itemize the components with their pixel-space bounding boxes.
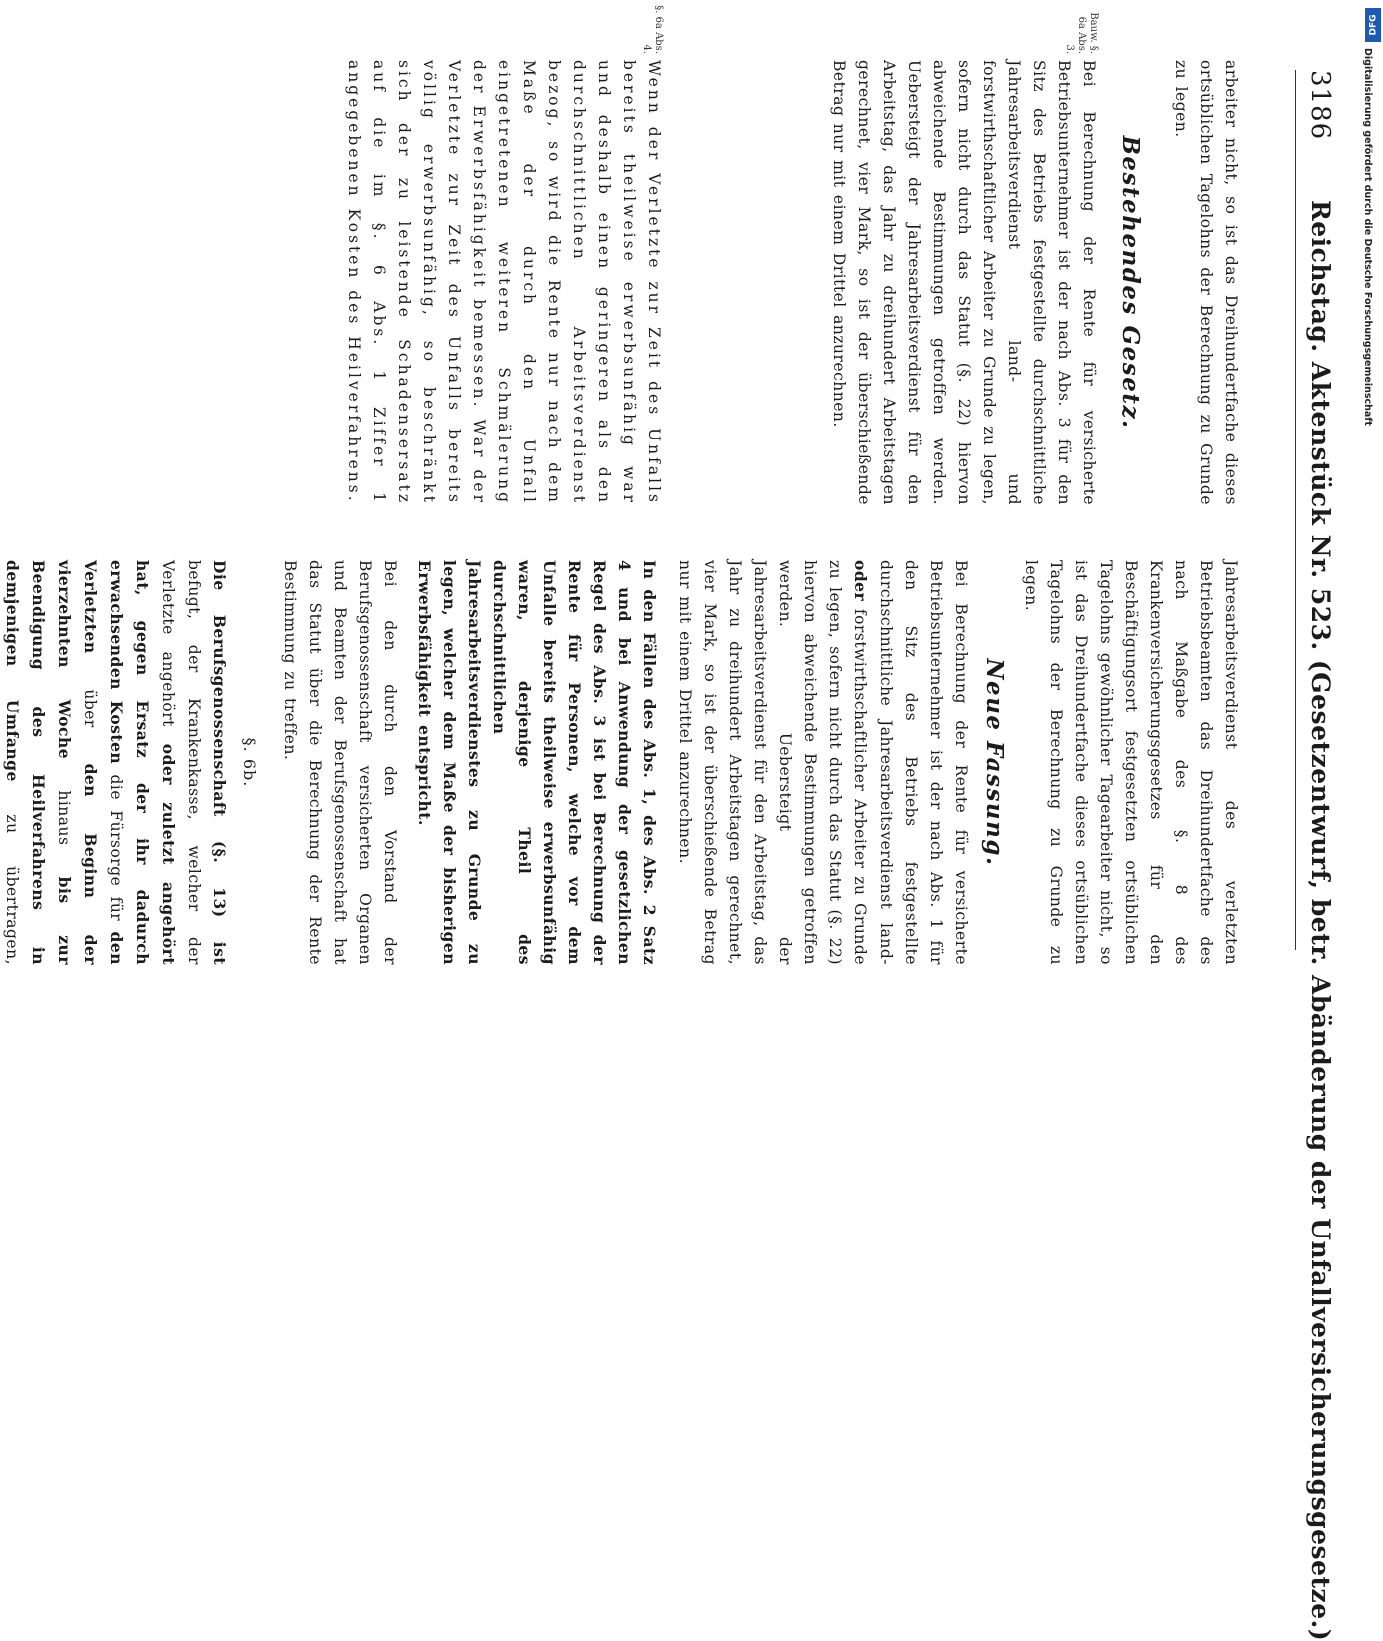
- header-rule: [1295, 70, 1296, 950]
- p5-bold-3: den Verletzten: [81, 560, 126, 965]
- dfg-funding-note: [1362, 48, 1380, 988]
- p5-bold-2: oder zuletzt angehört hat, gegen Ersatz der ihr dadurch erwachsenden Kosten: [107, 560, 178, 966]
- right-p2-text-a: Bei Berechnung der Rente für versicherte Betriebsunternehmer ist der nach Abs. 1 für den Sitz des Betriebs festgestellte durchschnittliche Jahresarbeitsverdienst land-: [877, 560, 970, 965]
- margin-label-6a-abs3: Bauw. §. 6a Abs. 3.: [1064, 12, 1099, 54]
- p5-text-b: die Fürsorge für: [107, 764, 125, 932]
- dfg-logo-text: DFG: [1368, 14, 1379, 36]
- right-p2-text-b: forstwirthschaftlicher Arbeiter zu Grunde zu legen, sofern nicht durch das Statut (§. 22) hiervon abweichende Bestimmungen getroffen werden. Uebersteigt der Jahresarbeitsverdienst für den Arbeitstag, das Jahr zu dreihundert Arbeitstagen gerechnet, vier Mark, so ist der überschießende Betrag nur mit einem Drittel anzurechnen.: [676, 560, 869, 965]
- dfg-logo: [1365, 8, 1381, 42]
- left-column-heading: Bestehendes Gesetz.: [1117, 135, 1144, 430]
- left-carry-text: arbeiter nicht, so ist das Dreihundertfache dieses ortsüblichen Tagelohns der Berechnung zu Grunde zu legen.: [1172, 60, 1240, 505]
- right-paragraph-4: Bei den durch den Vorstand der Berufsgenossenschaft versicherten Organen und Beamten der Berufsgenossenschaft hat das Statut über die Berechnung der Rente Bestimmung zu treffen.: [281, 560, 399, 965]
- left-paragraph-1: Bei Berechnung der Rente für versicherte Betriebsunternehmer ist der nach Abs. 3 für den Sitz des Betriebs festgestellte durchschnittliche Jahresarbeitsverdienst land- und forstwirthschaftlicher Arbeiter zu Grunde zu legen, sofern nicht durch das Statut (§. 22) hiervon abweichende Bestimmungen getroffen werden. Uebersteigt der Jahresarbeitsverdienst für den Arbeitstag, das Jahr zu dreihundert Arbeitstagen gerechnet, vier Mark, so ist der überschießende Betrag nur mit einem Drittel anzurechnen.: [830, 60, 1098, 505]
- p5-text-c: über: [81, 653, 99, 764]
- p5-text-e: zu übertragen,: [3, 781, 21, 965]
- right-column-heading: Neue Fassung.: [981, 658, 1008, 867]
- right-paragraph-3: In den Fällen des Abs. 1, des Abs. 2 Satz 4 und bei Anwendung der gesetzlichen Regel des Abs. 3 ist bei Berechnung der Rente für Personen, welche vor dem Unfalle bereits theilweise erwerbsunfähig waren, derjenige Theil des durchschnittlichen Jahresarbeitsverdienstes zu Grunde zu legen, welcher dem Maße der bisherigen Erwerbsfähigkeit entspricht.: [415, 560, 659, 965]
- p5-bold-1: Die Berufsgenossenschaft (§. 13) ist: [210, 560, 229, 965]
- page-title: Reichstag. Aktenstück Nr. 523. (Gesetzentwurf, betr. Abänderung der Unfallversicherungsgesetze.): [1306, 200, 1335, 1641]
- right-column-new-version: [3, 560, 1243, 966]
- page-number: 3186: [1305, 70, 1335, 141]
- right-paragraph-2: [672, 560, 973, 965]
- p5-text-d: hinaus: [55, 759, 73, 877]
- page-header: [1295, 70, 1341, 1641]
- left-column-existing-law: [103, 5, 1243, 505]
- section-6b-heading: §. 6b.: [240, 737, 259, 788]
- left-paragraph-2: Wenn der Verletzte zur Zeit des Unfalls bereits theilweise erwerbsunfähig war und deshalb einen geringeren als den durchschnittlichen Arbeitsverdienst bezog, so wird die Rente nur nach dem Maße der durch den Unfall eingetretenen weiteren Schmälerung der Erwerbsfähigkeit bemessen. War der Verletzte zur Zeit des Unfalls bereits völlig erwerbsunfähig, so beschränkt sich der zu leistende Schadensersatz auf die im §. 6 Abs. 1 Ziffer 1 angegebenen Kosten des Heilverfahrens.: [345, 60, 663, 505]
- p5-bold-4: den Beginn der vierzehnten Woche: [55, 560, 100, 965]
- margin-label-6a-abs4: §. 6a Abs. 4.: [641, 5, 664, 54]
- right-paragraph-5: [0, 560, 232, 965]
- right-p2-bold: oder: [851, 560, 870, 602]
- p5-text-a: befugt, der Krankenkasse, welcher der Verletzte angehört: [159, 560, 203, 965]
- right-paragraph-1: Jahresarbeitsverdienst des verletzten Betriebsbeamten das Dreihundertfache des nach Maßgabe des §. 8 des Krankenversicherungsgesetzes für den Beschäftigungsort festgesetzten ortsüblichen Tagelohns gewöhnlicher Tagearbeiter nicht, so ist das Dreihundertfache dieses ortsüblichen Tagelohns der Berechnung zu Grunde zu legen.: [1022, 560, 1240, 965]
- dfg-funding-text: Digitalisierung gefördert durch die Deutsche Forschungsgemeinschaft: [1362, 48, 1373, 426]
- p5-bold-5: bis zur Beendigung des Heilverfahrens in demjenigen Umfange: [3, 560, 74, 965]
